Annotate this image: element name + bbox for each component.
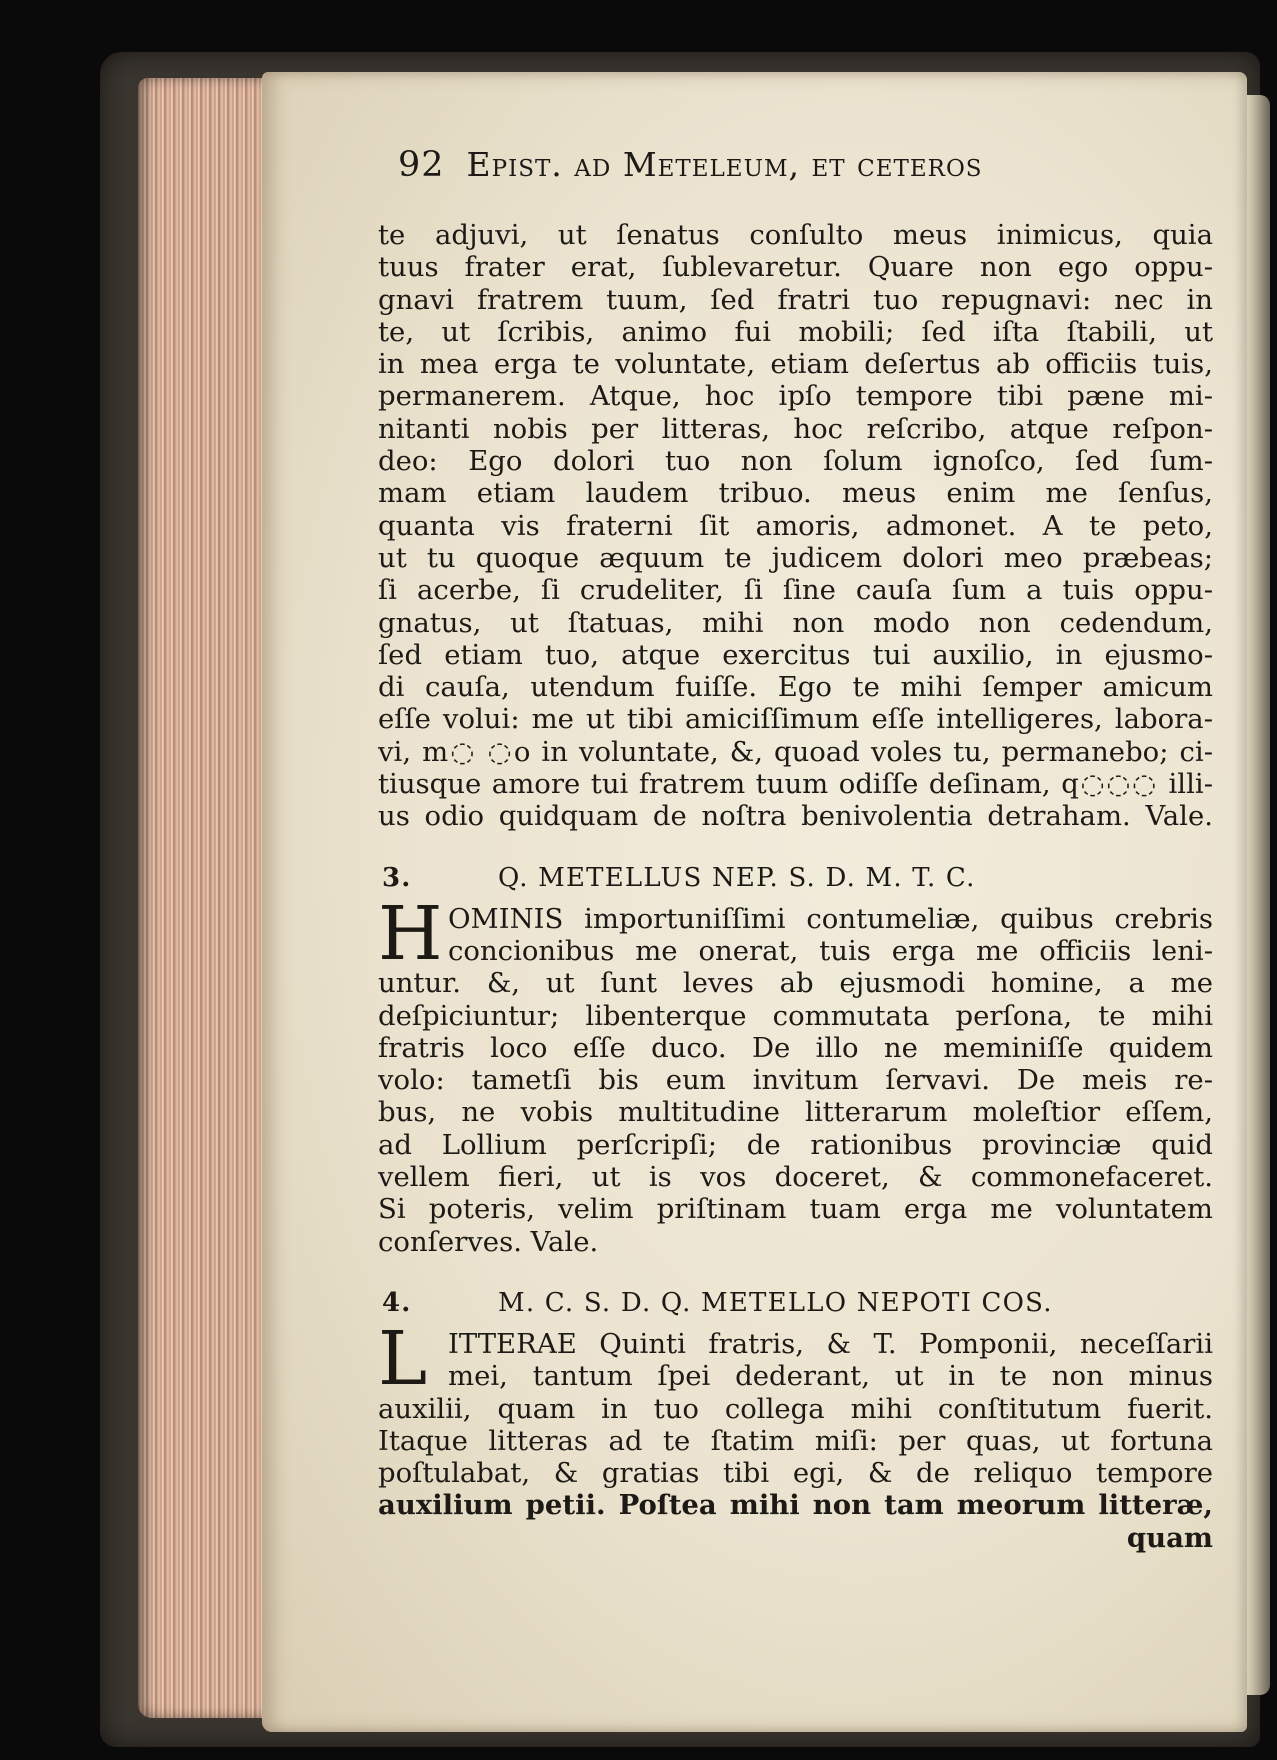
text-line: deo: Ego dolori tuo non ſolum ignoſco, ſed ſum- <box>378 445 1213 478</box>
text-line: Si poteris, velim priſtinam tuam erga me voluntatem <box>378 1193 1213 1226</box>
text-line: ad Lollium perſcripſi; de rationibus provinciæ quid <box>378 1128 1213 1161</box>
running-title: Epist. ad Meteleum, et ceteros <box>466 145 983 184</box>
running-head <box>398 145 1213 185</box>
letter-3-heading <box>382 863 1213 893</box>
text-line: untur. &, ut ſunt leves ab ejusmodi homine, a me <box>378 967 1213 1000</box>
text-line: nitanti nobis per litteras, hoc reſcribo, atque reſpon- <box>378 412 1213 445</box>
drop-capital: H <box>378 890 443 977</box>
page-edges-left <box>138 78 268 1718</box>
letter-number: 3. <box>382 862 412 893</box>
text-line: gnavi fratrem tuum, ſed fratri tuo repugnavi: nec in <box>378 283 1213 316</box>
text-line: tiusque amore tui fratrem tuum odiſſe deſinam, q◌◌◌ illi- <box>378 768 1213 801</box>
text-line: gnatus, ut ſtatuas, mihi non modo non cedendum, <box>378 606 1213 639</box>
text-line: vi, m◌ ◌o in voluntate, &, quoad voles tu, permanebo; ci- <box>378 735 1213 768</box>
text-line: in mea erga te voluntate, etiam deſertus ab officiis tuis, <box>378 348 1213 381</box>
text-line: quanta vis fraterni ſit amoris, admonet. A te peto, <box>378 509 1213 542</box>
text-line: auxilii, quam in tuo collega mihi conſtitutum fuerit. <box>378 1392 1213 1425</box>
text-line: vellem fieri, ut is vos doceret, & commonefaceret. <box>378 1161 1213 1194</box>
text-line: ITTERAE Quinti fratris, & T. Pomponii, neceſſarii <box>448 1327 1213 1360</box>
text-line: ſi acerbe, ſi crudeliter, ſi ſine cauſa ſum a tuis oppu- <box>378 574 1213 607</box>
text-line: concionibus me onerat, tuis erga me officiis leni- <box>448 934 1213 967</box>
text-line: auxilium petii. Poſtea mihi non tam meorum litteræ, <box>378 1489 1213 1522</box>
text-line: ut tu quoque æquum te judicem dolori meo præbeas; <box>378 541 1213 574</box>
text-line: mei, tantum ſpei dederant, ut in te non minus <box>448 1360 1213 1393</box>
continuation-paragraph <box>378 219 1213 833</box>
text-line: te adjuvi, ut ſenatus conſulto meus inimicus, quia <box>378 219 1213 251</box>
text-line: eſſe volui: me ut tibi amiciſſimum eſſe intelligeres, labora- <box>378 703 1213 736</box>
text-line: permanerem. Atque, hoc ipſo tempore tibi pæne mi- <box>378 380 1213 413</box>
text-line: ſed etiam tuo, atque exercitus tui auxilio, in ejusmo- <box>378 638 1213 671</box>
letter-3-text <box>378 890 1213 1258</box>
text-line: fratris loco eſſe duco. De illo ne meminiſſe quidem <box>378 1031 1213 1064</box>
text-line: OMINIS importuniſſimi contumeliæ, quibus crebris <box>448 902 1213 935</box>
text-line: mam etiam laudem tribuo. meus enim me ſenſus, <box>378 477 1213 510</box>
page-text <box>378 145 1213 1554</box>
text-line: tuus frater erat, ſublevaretur. Quare non ego oppu- <box>378 251 1213 284</box>
text-line: poſtulabat, & gratias tibi egi, & de reliquo tempore <box>378 1457 1213 1490</box>
text-line: bus, ne vobis multitudine litterarum moleſtior eſſem, <box>378 1096 1213 1129</box>
text-line: conſerves. Vale. <box>378 1225 599 1258</box>
letter-salutation: Q. METELLUS NEP. S. D. M. T. C. <box>498 862 976 893</box>
text-line: te, ut ſcribis, animo fui mobili; ſed iſta ſtabili, ut <box>378 315 1213 348</box>
letter-4-text <box>378 1315 1213 1554</box>
catchword: quam <box>1126 1521 1213 1554</box>
text-line: deſpiciuntur; libenterque commutata perſona, te mihi <box>378 999 1213 1032</box>
text-line: Itaque litteras ad te ſtatim miſi: per quas, ut fortuna <box>378 1424 1213 1457</box>
letter-salutation: M. C. S. D. Q. METELLO NEPOTI COS. <box>498 1287 1053 1318</box>
drop-capital: L <box>378 1315 428 1402</box>
page-number: 92 <box>398 145 445 185</box>
text-line: us odio quidquam de noſtra benivolentia detraham. Vale. <box>378 800 1213 833</box>
text-line: di cauſa, utendum fuiſſe. Ego te mihi ſemper amicum <box>378 671 1213 704</box>
letter-4-heading <box>382 1288 1213 1318</box>
letter-number: 4. <box>382 1287 412 1318</box>
text-line: volo: tametſi bis eum invitum ſervavi. De meis re- <box>378 1064 1213 1097</box>
